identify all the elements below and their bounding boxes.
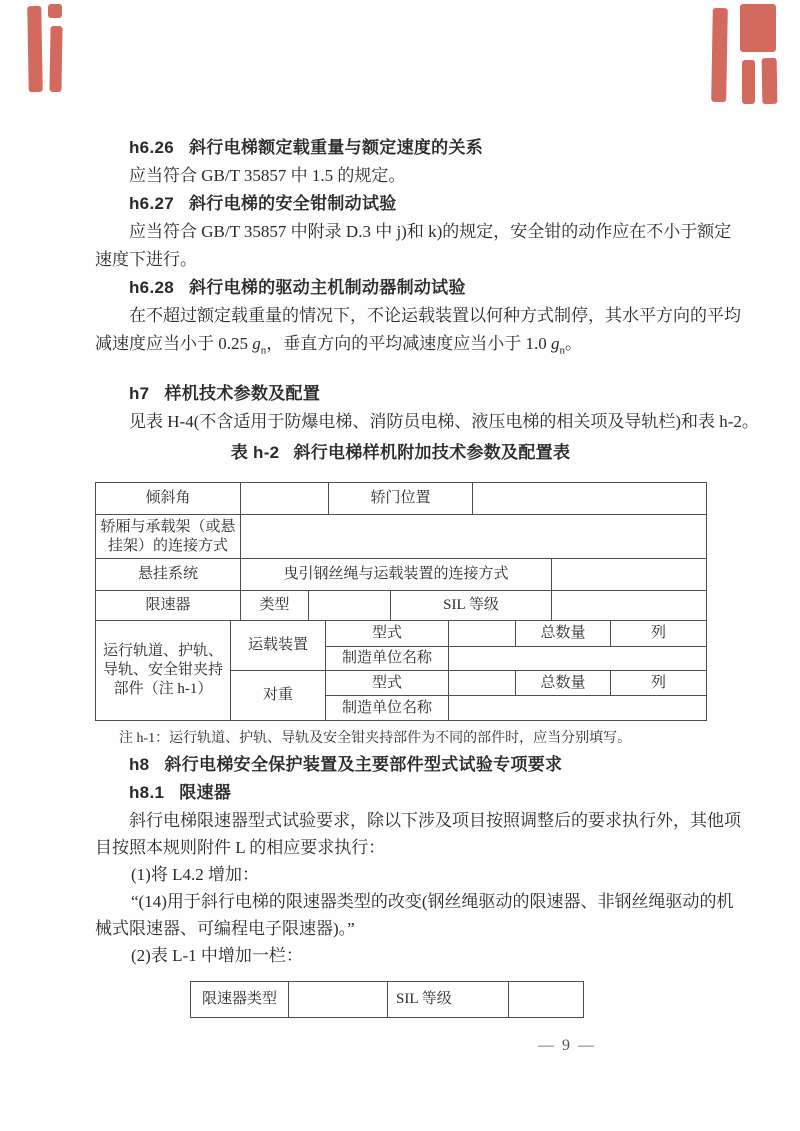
page-content bbox=[95, 0, 759, 1056]
table-l1-row bbox=[190, 981, 584, 1018]
clause-number: h8 bbox=[129, 755, 150, 775]
cell-tilt-angle-label: 倾斜角 bbox=[96, 483, 241, 515]
clause-quote-line2: 械式限速器、可编程电子限速器)。” bbox=[95, 919, 355, 939]
cell-sil-level-label: SIL 等级 bbox=[388, 982, 509, 1018]
cell-rope-connection-label: 曳引钢丝绳与运载装置的连接方式 bbox=[241, 559, 552, 591]
red-stamp-stroke bbox=[742, 60, 755, 104]
cell-carrier-qty-label: 总数量 bbox=[516, 621, 611, 647]
clause-item-2: (2)表 L-1 中增加一栏： bbox=[131, 946, 303, 966]
clause-title: 斜行电梯额定载重量与额定速度的关系 bbox=[188, 138, 484, 157]
red-stamp-fragment-left bbox=[26, 0, 96, 110]
clause-title: 斜行电梯的驱动主机制动器制动试验 bbox=[188, 278, 466, 297]
cell-suspension-system-label: 悬挂系统 bbox=[96, 559, 241, 591]
clause-title: 斜行电梯的安全钳制动试验 bbox=[188, 194, 397, 213]
clause-heading-h6-27 bbox=[95, 190, 706, 218]
cell-cwt-qty-unit: 列 bbox=[611, 671, 707, 696]
cell-car-door-position-label: 轿门位置 bbox=[329, 483, 473, 515]
table-h2-lower bbox=[95, 620, 707, 721]
cell-carrier-type-label: 型式 bbox=[326, 621, 449, 647]
cell-sil-level-value bbox=[552, 591, 707, 621]
page-number: — 9 — bbox=[538, 1037, 596, 1055]
clause-title: 斜行电梯安全保护装置及主要部件型式试验专项要求 bbox=[164, 755, 563, 775]
table-h2-caption bbox=[95, 438, 706, 468]
clause-quote-line1: “(14)用于斜行电梯的限速器类型的改变(钢丝绳驱动的限速器、非钢丝绳驱动的机 bbox=[131, 892, 734, 912]
clause-heading-h8 bbox=[95, 751, 706, 779]
cell-tilt-angle-value bbox=[241, 483, 329, 515]
cell-governor-label: 限速器 bbox=[96, 591, 241, 621]
cell-governor-type-value bbox=[309, 591, 391, 621]
clause-heading-h8-1 bbox=[95, 779, 706, 807]
gravity-symbol: g bbox=[551, 334, 560, 353]
table-note-h1: 注 h-1：运行轨道、护轨、导轨及安全钳夹持部件为不同的部件时，应当分别填写。 bbox=[119, 731, 632, 747]
clause-number: h6.26 bbox=[129, 138, 174, 157]
red-stamp-fragment-right bbox=[710, 0, 790, 115]
table-caption-label: 表 h-2 bbox=[230, 443, 280, 463]
clause-heading-h6-28 bbox=[95, 274, 706, 302]
cell-carrier-qty-unit: 列 bbox=[611, 621, 707, 647]
clause-item-1: (1)将 L4.2 增加： bbox=[131, 865, 259, 885]
clause-body-h6-26: 应当符合 GB/T 35857 中 1.5 的规定。 bbox=[129, 166, 406, 185]
clause-body-h6-27-line2: 速度下进行。 bbox=[95, 250, 197, 269]
clause-title: 限速器 bbox=[179, 783, 232, 803]
cell-car-frame-connection-label: 轿厢与承载架（或悬挂架）的连接方式 bbox=[96, 515, 241, 559]
red-stamp-stroke bbox=[27, 6, 42, 92]
cell-car-door-position-value bbox=[473, 483, 707, 515]
cell-cwt-type-value bbox=[449, 671, 516, 696]
red-stamp-stroke bbox=[762, 58, 778, 104]
red-stamp-stroke bbox=[711, 8, 728, 102]
cell-cwt-qty-label: 总数量 bbox=[516, 671, 611, 696]
clause-heading-h7 bbox=[95, 380, 706, 408]
red-stamp-stroke bbox=[48, 4, 62, 18]
clause-number: h6.28 bbox=[129, 278, 174, 297]
cell-cwt-type-label: 型式 bbox=[326, 671, 449, 696]
cell-cwt-mfr-value bbox=[449, 696, 707, 721]
red-stamp-stroke bbox=[740, 4, 776, 52]
table-h2-upper bbox=[95, 482, 707, 621]
clause-body-h6-28-line1: 在不超过额定载重量的情况下，不论运载装置以何种方式制停，其水平方向的平均 bbox=[129, 306, 741, 325]
cell-sil-level-value bbox=[509, 982, 584, 1018]
red-stamp-stroke bbox=[49, 26, 62, 92]
cell-counterweight-label: 对重 bbox=[231, 671, 326, 721]
gravity-subscript: n bbox=[559, 344, 565, 357]
gravity-symbol: g bbox=[252, 334, 261, 353]
clause-number: h6.27 bbox=[129, 194, 174, 213]
gravity-subscript: n bbox=[260, 344, 267, 357]
clause-body-h8-1-line1: 斜行电梯限速器型式试验要求，除以下涉及项目按照调整后的要求执行外，其他项 bbox=[129, 811, 741, 831]
clause-body-h8-1-line2: 目按照本规则附件 L 的相应要求执行： bbox=[95, 838, 386, 858]
cell-car-frame-connection-value bbox=[241, 515, 707, 559]
cell-rope-connection-value bbox=[552, 559, 707, 591]
cell-carrier-mfr-label: 制造单位名称 bbox=[326, 647, 449, 671]
text-segment: 。 bbox=[565, 334, 582, 353]
cell-carrier-label: 运载装置 bbox=[231, 621, 326, 671]
clause-number: h7 bbox=[129, 384, 150, 404]
text-segment: 减速度应当小于 0.25 bbox=[95, 334, 253, 353]
clause-body-h6-28-line2 bbox=[95, 330, 706, 364]
text-segment: ，垂直方向的平均减速度应当小于 1.0 bbox=[266, 334, 551, 353]
table-caption-title: 斜行电梯样机附加技术参数及配置表 bbox=[293, 443, 571, 463]
cell-sil-level-label: SIL 等级 bbox=[391, 591, 552, 621]
clause-body-h7: 见表 H-4(不含适用于防爆电梯、消防员电梯、液压电梯的相关项及导轨栏)和表 h-2。 bbox=[129, 412, 759, 432]
cell-carrier-mfr-value bbox=[449, 647, 707, 671]
clause-heading-h6-26 bbox=[95, 134, 706, 162]
clause-title: 样机技术参数及配置 bbox=[164, 384, 321, 404]
clause-number: h8.1 bbox=[129, 783, 165, 803]
cell-carrier-type-value bbox=[449, 621, 516, 647]
clause-body-h6-27-line1: 应当符合 GB/T 35857 中附录 D.3 中 j)和 k)的规定，安全钳的动作应在不小于额定 bbox=[129, 222, 732, 241]
cell-governor-type-label: 类型 bbox=[241, 591, 309, 621]
cell-cwt-mfr-label: 制造单位名称 bbox=[326, 696, 449, 721]
cell-governor-type-value bbox=[289, 982, 388, 1018]
cell-governor-type-label: 限速器类型 bbox=[191, 982, 289, 1018]
cell-track-components-label: 运行轨道、护轨、导轨、安全钳夹持部件（注 h-1） bbox=[96, 621, 231, 721]
